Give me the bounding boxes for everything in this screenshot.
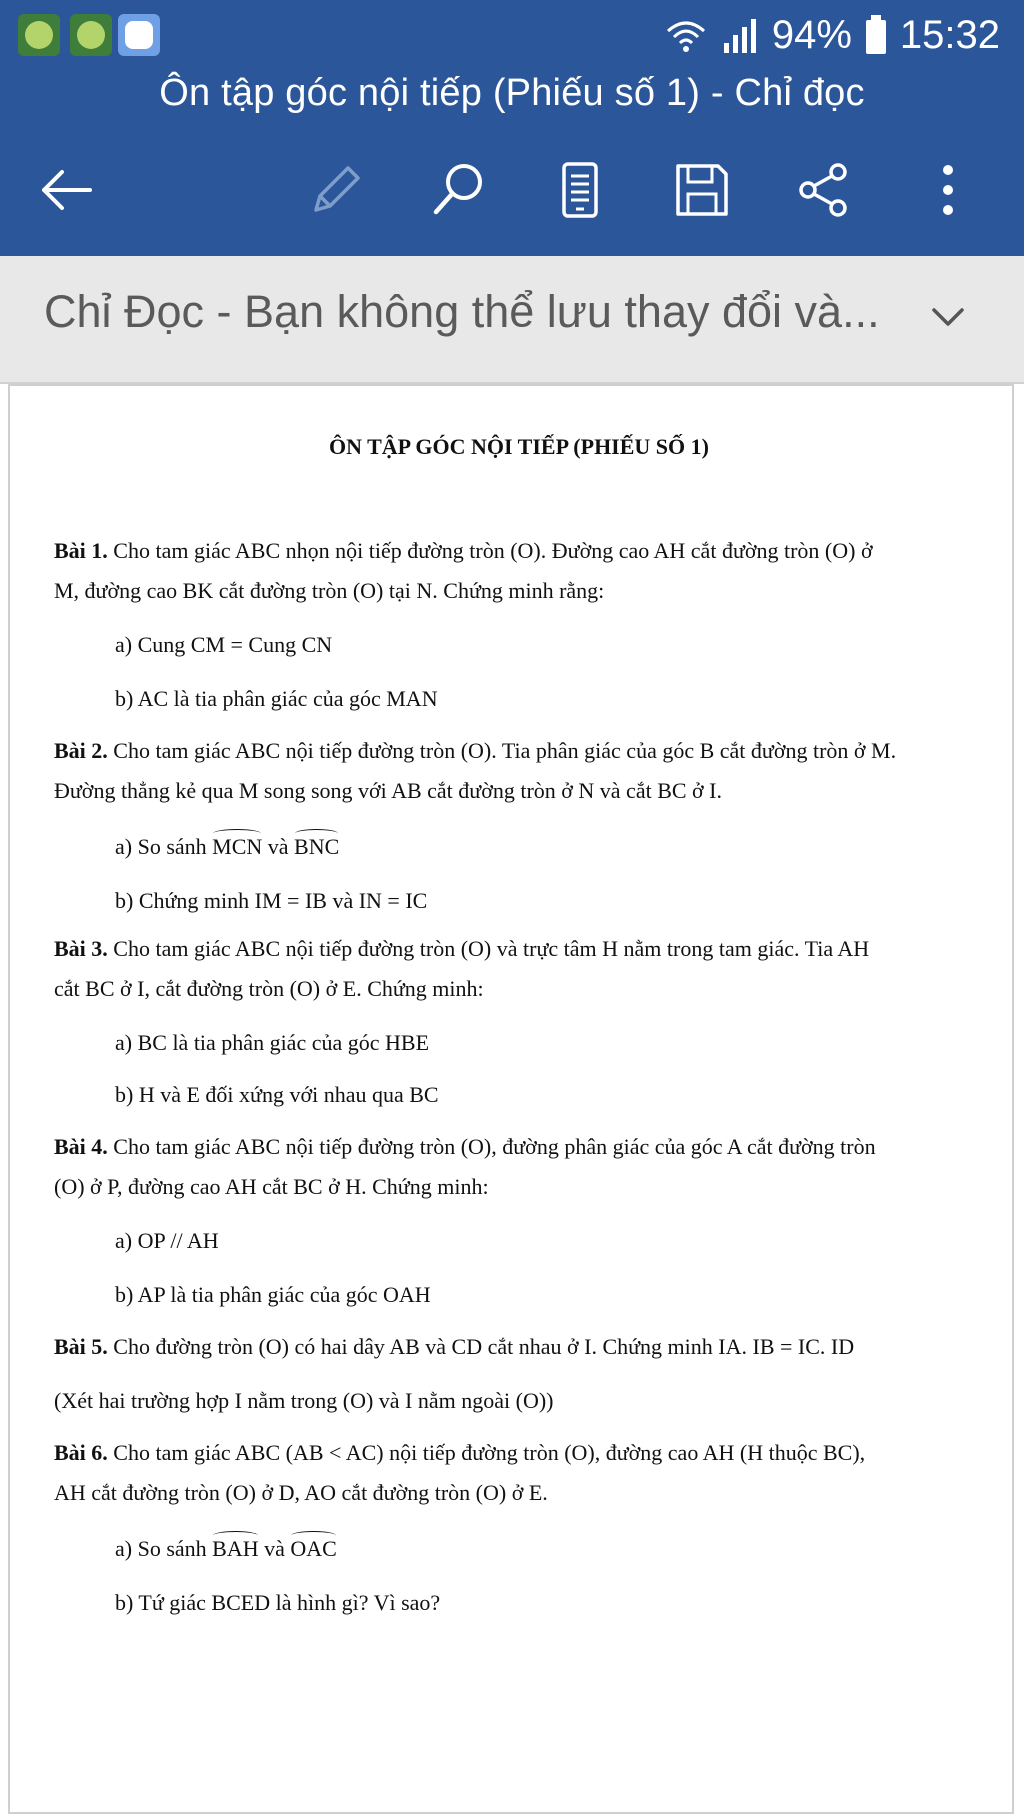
exercise-2-part-a (115, 834, 339, 860)
exercise-2-line-2: Đường thẳng kẻ qua M song song với AB cắt đường tròn ở N và cắt BC ở I. (54, 778, 723, 803)
more-options-icon[interactable] (916, 158, 980, 222)
arc-notation: BNC (294, 834, 340, 859)
status-bar (0, 0, 1024, 70)
exercise-6-part-a (115, 1536, 337, 1562)
exercise-text: Cho tam giác ABC nội tiếp đường tròn (O) và trực tâm H nằm trong tam giác. Tia AH (107, 936, 870, 961)
exercise-text: Cho đường tròn (O) có hai dây AB và CD cắt nhau ở I. Chứng minh IA. IB = IC. ID (107, 1334, 855, 1359)
exercise-text: Cho tam giác ABC (AB < AC) nội tiếp đường tròn (O), đường cao AH (H thuộc BC), (107, 1440, 866, 1465)
text-segment: và (262, 834, 295, 859)
back-arrow-icon[interactable] (34, 158, 98, 222)
exercise-4-line-1 (54, 1134, 876, 1160)
exercise-text: Cho tam giác ABC nhọn nội tiếp đường tròn (O). Đường cao AH cắt đường tròn (O) ở (107, 538, 873, 563)
exercise-label: Bài 1. (54, 538, 108, 563)
arc-notation: MCN (212, 834, 263, 859)
exercise-2-line-1 (54, 738, 896, 764)
signal-icon (720, 15, 760, 55)
edit-pencil-icon[interactable] (304, 158, 368, 222)
save-icon[interactable] (670, 158, 734, 222)
read-only-message: Chỉ Đọc - Bạn không thể lưu thay đổi và... (44, 286, 880, 337)
document-title-bar: Ôn tập góc nội tiếp (Phiếu số 1) - Chỉ đọc (159, 72, 865, 114)
search-icon[interactable] (426, 158, 490, 222)
exercise-4-part-b: b) AP là tia phân giác của góc OAH (115, 1282, 431, 1307)
exercise-4-line-2: (O) ở P, đường cao AH cắt BC ở H. Chứng minh: (54, 1174, 489, 1199)
status-indicators (664, 10, 1000, 60)
exercise-4-part-a: a) OP // AH (115, 1228, 219, 1253)
exercise-3-line-2: cắt BC ở I, cắt đường tròn (O) ở E. Chứng minh: (54, 976, 484, 1001)
text-segment: và (258, 1536, 291, 1561)
panda-notification-icon (118, 14, 160, 56)
exercise-1-part-a: a) Cung CM = Cung CN (115, 632, 333, 657)
exercise-6-line-1 (54, 1440, 865, 1466)
battery-percent: 94% (771, 12, 852, 57)
mobile-view-icon[interactable] (548, 158, 612, 222)
exercise-3-part-a: a) BC là tia phân giác của góc HBE (115, 1030, 430, 1055)
clock: 15:32 (899, 12, 1000, 57)
app-bar (0, 0, 1024, 256)
document-heading: ÔN TẬP GÓC NỘI TIẾP (PHIẾU SỐ 1) (329, 434, 709, 459)
exercise-5-line-1 (54, 1334, 854, 1360)
exercise-6-line-2: AH cắt đường tròn (O) ở D, AO cắt đường tròn (O) ở E. (54, 1480, 548, 1505)
exercise-text: Cho tam giác ABC nội tiếp đường tròn (O). Tia phân giác của góc B cắt đường tròn ở M. (107, 738, 897, 763)
exercise-label: Bài 2. (54, 738, 108, 763)
text-segment: a) So sánh (115, 1536, 213, 1561)
read-only-banner[interactable] (0, 256, 1024, 384)
exercise-label: Bài 5. (54, 1334, 108, 1359)
app-notification-icon (70, 14, 112, 56)
exercise-label: Bài 3. (54, 936, 108, 961)
app-notification-icon (18, 14, 60, 56)
exercise-label: Bài 6. (54, 1440, 108, 1465)
exercise-2-part-b: b) Chứng minh IM = IB và IN = IC (115, 888, 428, 913)
wifi-icon (664, 15, 708, 55)
exercise-1-line-1 (54, 538, 873, 564)
document-page[interactable] (8, 384, 1014, 1814)
chevron-down-icon[interactable] (928, 298, 968, 338)
exercise-1-line-2: M, đường cao BK cắt đường tròn (O) tại N. Chứng minh rằng: (54, 578, 605, 603)
text-segment: a) So sánh (115, 834, 213, 859)
exercise-3-line-1 (54, 936, 869, 962)
battery-icon (864, 14, 888, 56)
exercise-text: Cho tam giác ABC nội tiếp đường tròn (O), đường phân giác của góc A cắt đường tròn (107, 1134, 876, 1159)
toolbar (0, 150, 1024, 230)
exercise-label: Bài 4. (54, 1134, 108, 1159)
exercise-1-part-b: b) AC là tia phân giác của góc MAN (115, 686, 438, 711)
exercise-6-part-b: b) Tứ giác BCED là hình gì? Vì sao? (115, 1590, 441, 1615)
exercise-5-line-2: (Xét hai trường hợp I nằm trong (O) và I nằm ngoài (O)) (54, 1388, 554, 1413)
share-icon[interactable] (792, 158, 856, 222)
arc-notation: BAH (212, 1536, 259, 1561)
arc-notation: OAC (290, 1536, 337, 1561)
exercise-3-part-b: b) H và E đối xứng với nhau qua BC (115, 1082, 439, 1107)
